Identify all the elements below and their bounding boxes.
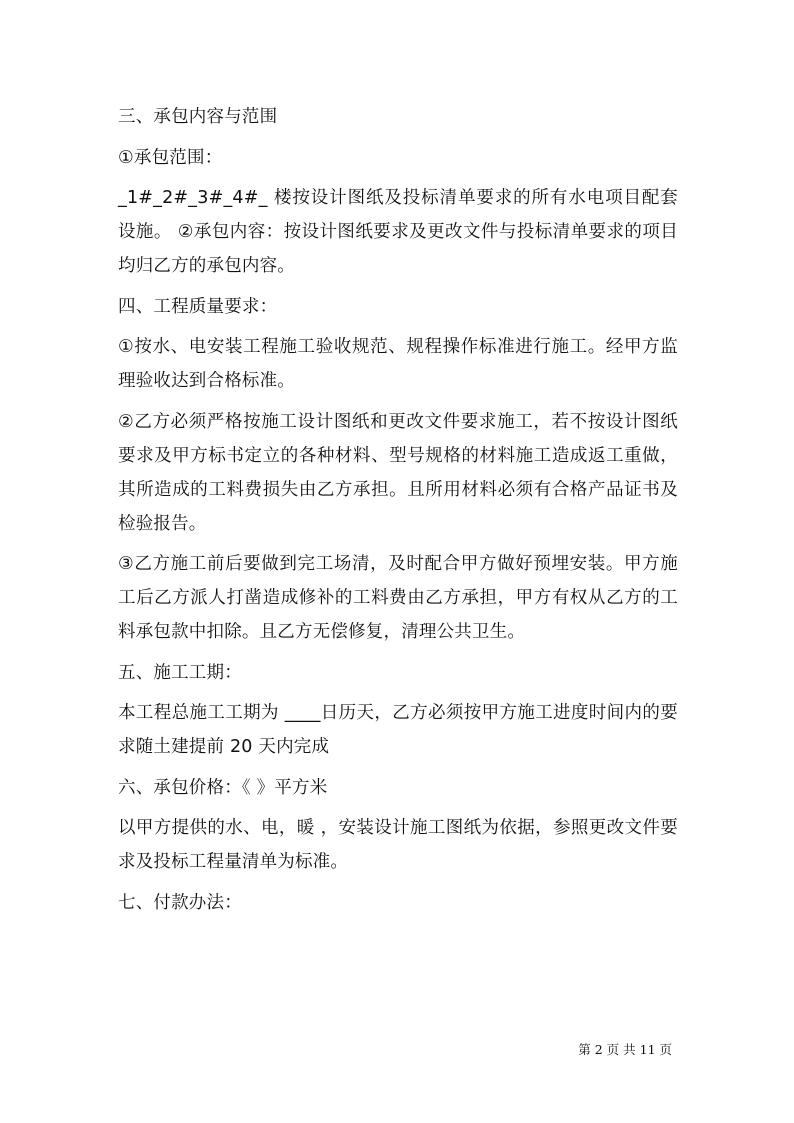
quality-item-3: ③乙方施工前后要做到完工场清，及时配合甲方做好预埋安装。甲方施工后乙方派人打凿造成修补的工料费由乙方承担，甲方有权从乙方的工料承包款中扣除。且乙方无偿修复，清理公共卫生。 [118, 554, 678, 642]
schedule-paragraph: 本工程总施工工期为 ____日历天，乙方必须按甲方施工进度时间内的要求随土建提前 20 天内完成 [118, 703, 678, 757]
scope-subheading: ①承包范围： [118, 147, 223, 168]
section-heading-scope: 三、承包内容与范围 [118, 107, 278, 127]
section-heading-quality: 四、工程质量要求： [118, 296, 278, 317]
page-footer [0, 1040, 794, 1060]
scope-paragraph: _1#_2#_3#_4#_ 楼按设计图纸及投标清单要求的所有水电项目配套设施。 ②承包内容：按设计图纸要求及更改文件与投标清单要求的项目均归乙方的承包内容。 [118, 188, 678, 276]
page-number: 第 2 页 共 11 页 [578, 1042, 672, 1057]
section-heading-schedule: 五、施工工期： [118, 662, 242, 683]
quality-item-2: ②乙方必须严格按施工设计图纸和更改文件要求施工，若不按设计图纸要求及甲方标书定立的各种材料、型号规格的材料施工造成返工重做，其所造成的工料费损失由乙方承担。且所用材料必须有合格产品证书及检验报告。 [118, 411, 678, 534]
document-body [118, 100, 678, 926]
quality-item-1: ①按水、电安装工程施工验收规范、规程操作标准进行施工。经甲方监理验收达到合格标准。 [118, 337, 678, 391]
section-heading-payment: 七、付款办法： [118, 892, 242, 913]
section-heading-price: 六、承包价格：《 》平方米 [118, 777, 328, 798]
price-paragraph: 以甲方提供的水、电，暖 ，安装设计施工图纸为依据，参照更改文件要求及投标工程量清单为标准。 [118, 818, 678, 872]
